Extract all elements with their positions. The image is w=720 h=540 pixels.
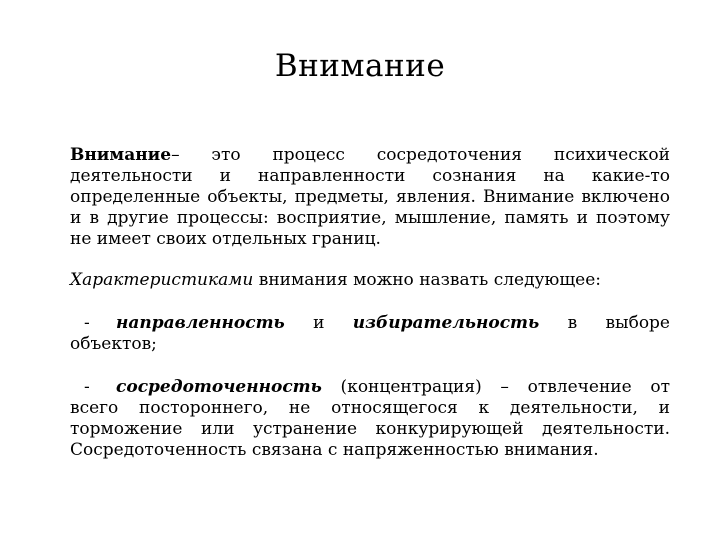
characteristics-term: Характеристиками — [70, 270, 254, 290]
list-item-text: (концентрация) – отвлечение от всего постороннего, не относящегося к деятельности, и торможение или устранение конкурирующей деятельности. Сосредоточенность связана с напряженностью внимания. — [70, 377, 670, 460]
definition-term: Внимание — [70, 145, 172, 165]
slide-content — [70, 145, 670, 461]
characteristics-paragraph — [70, 270, 670, 291]
list-item-dash: - — [84, 313, 90, 333]
term-direction: направленность — [116, 313, 285, 333]
list-item-direction — [70, 313, 670, 355]
characteristics-text: внимания можно назвать следующее: — [253, 270, 602, 290]
slide-title: Внимание — [274, 48, 446, 84]
term-concentration: сосредоточенность — [116, 377, 322, 397]
list-item-concentration — [70, 377, 670, 461]
definition-paragraph — [70, 145, 670, 250]
term-selectivity: избирательность — [352, 313, 540, 333]
definition-text: – это процесс сосредоточения психической деятельности и направленности сознания на какие-то определенные объекты, предметы, явления. Внимание включено и в другие процессы: восприятие, мышление, память и поэтому не имеет своих отдельных границ. — [70, 145, 670, 249]
list-item-dash: - — [84, 377, 90, 397]
list-item-text: в выборе объектов; — [70, 313, 670, 354]
term-separator: и — [284, 313, 353, 333]
